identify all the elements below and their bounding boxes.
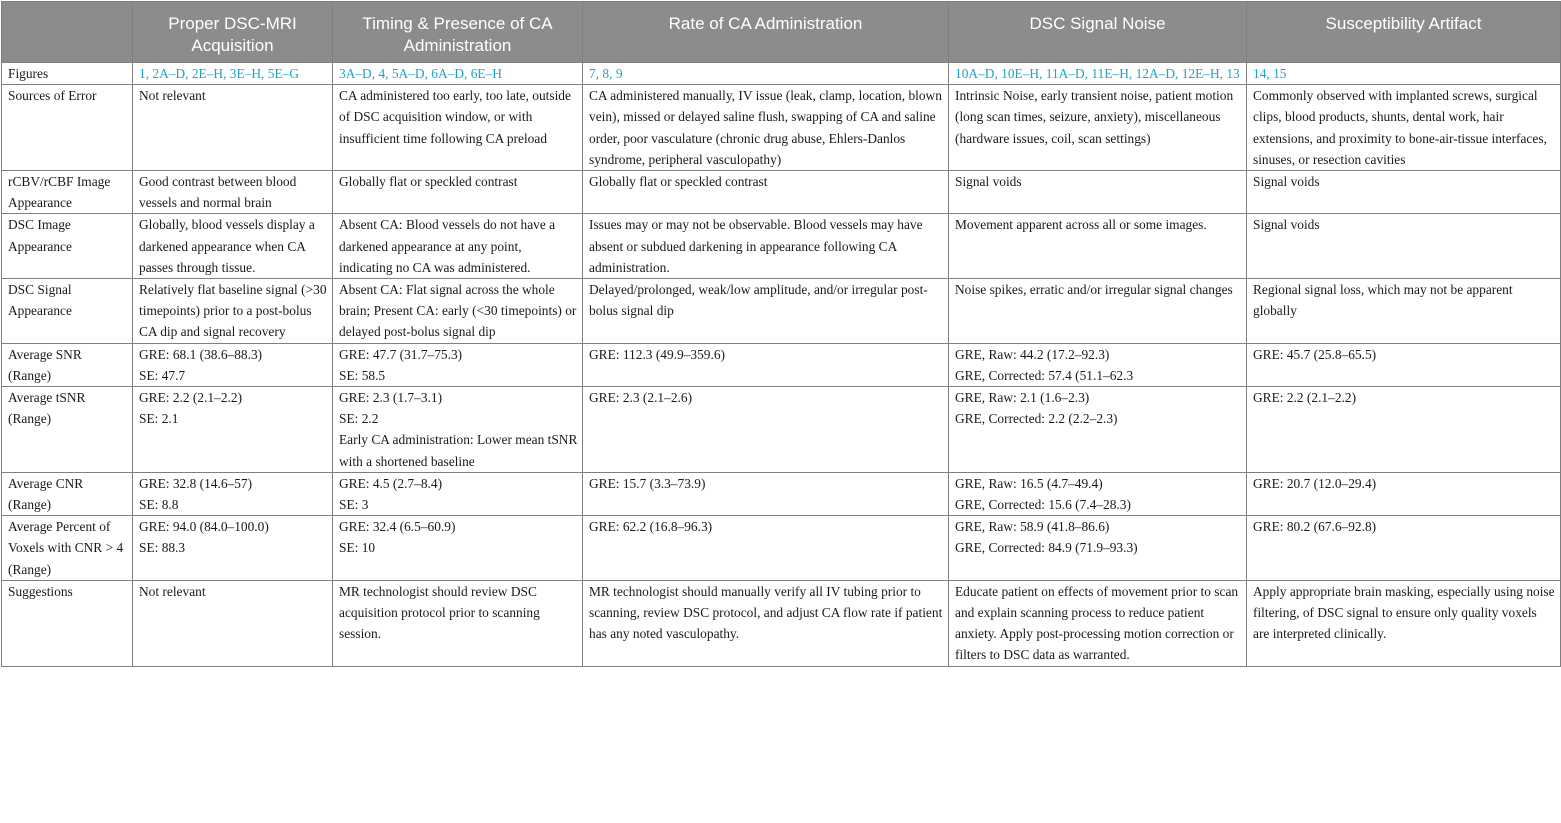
cell-text: Not relevant xyxy=(139,583,206,599)
figure-separator: , xyxy=(1039,66,1046,81)
cell-signal-noise xyxy=(949,85,1247,171)
cell-text: CA administered too early, too late, outside of DSC acquisition window, or with insufficient time following CA preload xyxy=(339,88,571,146)
cell-signal-noise xyxy=(949,580,1247,666)
table-row xyxy=(2,387,1561,473)
cell-text: GRE: 62.2 (16.8–96.3) xyxy=(589,519,713,535)
table-row xyxy=(2,85,1561,171)
cell-text: Signal voids xyxy=(955,174,1022,190)
figure-link[interactable]: 11A–D xyxy=(1045,66,1085,81)
cell-text: Not relevant xyxy=(139,88,206,104)
figure-separator: , xyxy=(609,66,616,81)
figures-cell-timing-presence xyxy=(333,63,583,85)
row-label: Average SNR (Range) xyxy=(2,343,133,386)
cell-text: GRE: 94.0 (84.0–100.0) xyxy=(139,519,269,535)
figures-cell-signal-noise xyxy=(949,63,1247,85)
row-label: DSC Signal Appearance xyxy=(2,279,133,344)
cell-text: GRE: 112.3 (49.9–359.6) xyxy=(589,346,726,362)
cell-text: Commonly observed with implanted screws, surgical clips, blood products, shunts, dental work, hair extensions, and proximity to bone-air-tissue interfaces, sinuses, or resection cavities xyxy=(1253,88,1547,167)
cell-susceptibility xyxy=(1247,171,1561,214)
cell-text: GRE: 47.7 (31.7–75.3) xyxy=(339,346,463,362)
cell-text: SE: 3 xyxy=(339,497,369,513)
cell-timing-presence xyxy=(333,343,583,386)
cell-susceptibility xyxy=(1247,214,1561,279)
cell-text: SE: 2.2 xyxy=(339,411,379,427)
figure-link[interactable]: 14 xyxy=(1253,66,1267,81)
cell-signal-noise xyxy=(949,279,1247,344)
cell-rate-administration xyxy=(583,516,949,581)
cell-text: GRE: 2.3 (1.7–3.1) xyxy=(339,390,443,406)
table-row xyxy=(2,516,1561,581)
figure-link[interactable]: 10E–H xyxy=(1001,66,1040,81)
figure-separator: , xyxy=(994,66,1002,81)
figure-separator: , xyxy=(1219,66,1227,81)
cell-signal-noise xyxy=(949,343,1247,386)
figure-link[interactable]: 12A–D xyxy=(1135,66,1176,81)
figure-link[interactable]: 5E–G xyxy=(267,66,299,81)
cell-text: SE: 10 xyxy=(339,540,376,556)
cell-text: GRE, Corrected: 57.4 (51.1–62.3 xyxy=(955,367,1134,383)
cell-text: SE: 2.1 xyxy=(139,411,179,427)
cell-text: GRE: 32.4 (6.5–60.9) xyxy=(339,519,456,535)
cell-text: Globally flat or speckled contrast xyxy=(589,174,768,190)
cell-proper-acquisition xyxy=(133,580,333,666)
cell-timing-presence xyxy=(333,214,583,279)
row-label: Average tSNR (Range) xyxy=(2,387,133,473)
cell-text: Intrinsic Noise, early transient noise, patient motion (long scan times, seizure, anxiety), miscellaneous (hardware issues, coil, scan settings) xyxy=(955,88,1234,146)
cell-proper-acquisition xyxy=(133,516,333,581)
cell-text: GRE, Corrected: 84.9 (71.9–93.3) xyxy=(955,540,1138,556)
row-label: rCBV/rCBF Image Appearance xyxy=(2,171,133,214)
header-susceptibility: Susceptibility Artifact xyxy=(1247,2,1561,63)
cell-text: Absent CA: Flat signal across the whole brain; Present CA: early (<30 timepoints) or delayed post-bolus signal dip xyxy=(339,282,577,340)
cell-rate-administration xyxy=(583,279,949,344)
cell-signal-noise xyxy=(949,214,1247,279)
cell-text: Signal voids xyxy=(1253,174,1320,190)
cell-proper-acquisition xyxy=(133,343,333,386)
cell-signal-noise xyxy=(949,516,1247,581)
figure-separator: , xyxy=(261,66,268,81)
cell-rate-administration xyxy=(583,171,949,214)
figure-link[interactable]: 1 xyxy=(139,66,146,81)
figure-link[interactable]: 13 xyxy=(1226,66,1240,81)
cell-text: GRE: 2.3 (2.1–2.6) xyxy=(589,390,693,406)
figure-link[interactable]: 9 xyxy=(615,66,623,81)
table-row xyxy=(2,171,1561,214)
cell-susceptibility xyxy=(1247,516,1561,581)
cell-text: GRE, Raw: 16.5 (4.7–49.4) xyxy=(955,475,1103,491)
cell-text: GRE: 45.7 (25.8–65.5) xyxy=(1253,346,1377,362)
cell-text: Noise spikes, erratic and/or irregular signal changes xyxy=(955,282,1233,298)
row-label: Average CNR (Range) xyxy=(2,472,133,515)
cell-text: Early CA administration: Lower mean tSNR with a shortened baseline xyxy=(339,432,578,469)
figure-link[interactable]: 15 xyxy=(1273,66,1287,81)
cell-timing-presence xyxy=(333,580,583,666)
figure-separator: , xyxy=(1128,66,1136,81)
table-row xyxy=(2,214,1561,279)
cell-rate-administration xyxy=(583,387,949,473)
row-label: Sources of Error xyxy=(2,85,133,171)
figures-cell-rate-administration xyxy=(583,63,949,85)
figure-separator: , xyxy=(145,66,153,81)
header-timing-presence: Timing & Presence of CA Administration xyxy=(333,2,583,63)
figure-separator: , xyxy=(223,66,230,81)
figure-separator: , xyxy=(464,66,471,81)
cell-text: GRE, Raw: 44.2 (17.2–92.3) xyxy=(955,346,1110,362)
figures-cell-susceptibility xyxy=(1247,63,1561,85)
cell-susceptibility xyxy=(1247,580,1561,666)
cell-signal-noise xyxy=(949,171,1247,214)
figure-link[interactable]: 5A–D xyxy=(391,66,425,81)
cell-rate-administration xyxy=(583,580,949,666)
cell-text: Globally flat or speckled contrast xyxy=(339,174,518,190)
table-row xyxy=(2,472,1561,515)
figure-link[interactable]: 7 xyxy=(589,66,596,81)
cell-susceptibility xyxy=(1247,343,1561,386)
figure-link[interactable]: 3A–D xyxy=(339,66,372,81)
cell-text: MR technologist should review DSC acquisition protocol prior to scanning session. xyxy=(339,583,540,642)
cell-timing-presence xyxy=(333,85,583,171)
cell-signal-noise xyxy=(949,472,1247,515)
cell-timing-presence xyxy=(333,472,583,515)
cell-rate-administration xyxy=(583,343,949,386)
cell-text: CA administered manually, IV issue (leak, clamp, location, blown vein), missed or delayed saline flush, swapping of CA and saline order, poor vasculature (chronic drug abuse, Ehlers-Danlos syndrome, peripheral vasculopathy) xyxy=(589,88,942,167)
cell-text: GRE: 4.5 (2.7–8.4) xyxy=(339,475,443,491)
header-corner xyxy=(2,2,133,63)
header-signal-noise: DSC Signal Noise xyxy=(949,2,1247,63)
cell-susceptibility xyxy=(1247,387,1561,473)
cell-susceptibility xyxy=(1247,472,1561,515)
cell-timing-presence xyxy=(333,279,583,344)
figure-link[interactable]: 6E–H xyxy=(470,66,502,81)
cell-text: GRE, Raw: 58.9 (41.8–86.6) xyxy=(955,519,1110,535)
cell-text: GRE: 68.1 (38.6–88.3) xyxy=(139,346,263,362)
cell-text: Good contrast between blood vessels and normal brain xyxy=(139,174,297,211)
header-row xyxy=(2,2,1561,63)
cell-proper-acquisition xyxy=(133,214,333,279)
cell-proper-acquisition xyxy=(133,472,333,515)
comparison-table xyxy=(1,1,1561,667)
figure-link[interactable]: 2A–D xyxy=(152,66,186,81)
figure-separator: , xyxy=(1266,66,1274,81)
figure-separator: , xyxy=(1084,66,1092,81)
cell-text: Regional signal loss, which may not be apparent globally xyxy=(1253,282,1513,319)
cell-text: SE: 58.5 xyxy=(339,367,386,383)
table-row xyxy=(2,279,1561,344)
cell-text: GRE, Corrected: 15.6 (7.4–28.3) xyxy=(955,497,1131,513)
figure-link[interactable]: 2E–H xyxy=(191,66,224,81)
cell-proper-acquisition xyxy=(133,387,333,473)
figure-link[interactable]: 4 xyxy=(378,66,386,81)
cell-proper-acquisition xyxy=(133,85,333,171)
cell-text: GRE: 2.2 (2.1–2.2) xyxy=(139,390,243,406)
figure-link[interactable]: 11E–H xyxy=(1091,66,1129,81)
cell-text: SE: 88.3 xyxy=(139,540,186,556)
cell-text: MR technologist should manually verify all IV tubing prior to scanning, review DSC protocol, and adjust CA flow rate if patient has any noted vasculopathy. xyxy=(589,583,943,642)
figure-link[interactable]: 10A–D xyxy=(955,66,995,81)
header-rate-administration: Rate of CA Administration xyxy=(583,2,949,63)
cell-timing-presence xyxy=(333,387,583,473)
cell-text: GRE: 20.7 (12.0–29.4) xyxy=(1253,475,1377,491)
cell-text: GRE, Corrected: 2.2 (2.2–2.3) xyxy=(955,411,1118,427)
cell-text: SE: 47.7 xyxy=(139,367,186,383)
table-row xyxy=(2,343,1561,386)
cell-proper-acquisition xyxy=(133,279,333,344)
figure-separator: , xyxy=(385,66,392,81)
table-body xyxy=(2,63,1561,667)
figures-cell-proper-acquisition xyxy=(133,63,333,85)
cell-text: Relatively flat baseline signal (>30 timepoints) prior to a post-bolus CA dip and signal recovery xyxy=(139,282,327,340)
figure-separator: , xyxy=(185,66,192,81)
figure-link[interactable]: 6A–D xyxy=(431,66,465,81)
cell-text: Apply appropriate brain masking, especially using noise filtering, of DSC signal to ensure only quality voxels are interpreted clinically. xyxy=(1253,583,1555,642)
cell-text: GRE: 2.2 (2.1–2.2) xyxy=(1253,390,1357,406)
figure-separator: , xyxy=(1175,66,1182,81)
row-label: Figures xyxy=(2,63,133,85)
figure-link[interactable]: 3E–H xyxy=(229,66,262,81)
row-label: DSC Image Appearance xyxy=(2,214,133,279)
cell-rate-administration xyxy=(583,472,949,515)
figure-link[interactable]: 12E–H xyxy=(1181,66,1220,81)
figures-row xyxy=(2,63,1561,85)
cell-timing-presence xyxy=(333,516,583,581)
cell-text: Absent CA: Blood vessels do not have a darkened appearance at any point, indicating no CA was administered. xyxy=(339,217,556,275)
figure-separator: , xyxy=(595,66,603,81)
cell-susceptibility xyxy=(1247,279,1561,344)
cell-text: GRE, Raw: 2.1 (1.6–2.3) xyxy=(955,390,1090,406)
cell-text: Issues may or may not be observable. Blood vessels may have absent or subdued darkening in appearance following CA administration. xyxy=(589,217,923,275)
cell-susceptibility xyxy=(1247,85,1561,171)
cell-text: Signal voids xyxy=(1253,217,1320,233)
cell-text: Globally, blood vessels display a darkened appearance when CA passes through tissue. xyxy=(139,217,315,275)
figure-separator: , xyxy=(371,66,379,81)
figure-link[interactable]: 8 xyxy=(602,66,610,81)
cell-rate-administration xyxy=(583,214,949,279)
cell-text: Delayed/prolonged, weak/low amplitude, and/or irregular post-bolus signal dip xyxy=(589,282,928,319)
cell-text: Educate patient on effects of movement prior to scan and explain scanning process to reduce patient anxiety. Apply post-processing motion correction or filters to DSC data as warranted. xyxy=(955,583,1239,663)
cell-timing-presence xyxy=(333,171,583,214)
cell-text: Movement apparent across all or some images. xyxy=(955,217,1207,233)
cell-text: SE: 8.8 xyxy=(139,497,179,513)
cell-proper-acquisition xyxy=(133,171,333,214)
cell-text: GRE: 15.7 (3.3–73.9) xyxy=(589,475,706,491)
figure-separator: , xyxy=(424,66,432,81)
row-label: Average Percent of Voxels with CNR > 4 (Range) xyxy=(2,516,133,581)
cell-signal-noise xyxy=(949,387,1247,473)
cell-text: GRE: 80.2 (67.6–92.8) xyxy=(1253,519,1377,535)
header-proper-acquisition: Proper DSC-MRI Acquisition xyxy=(133,2,333,63)
table-header xyxy=(2,2,1561,63)
cell-rate-administration xyxy=(583,85,949,171)
row-label: Suggestions xyxy=(2,580,133,666)
table-row xyxy=(2,580,1561,666)
cell-text: GRE: 32.8 (14.6–57) xyxy=(139,475,253,491)
